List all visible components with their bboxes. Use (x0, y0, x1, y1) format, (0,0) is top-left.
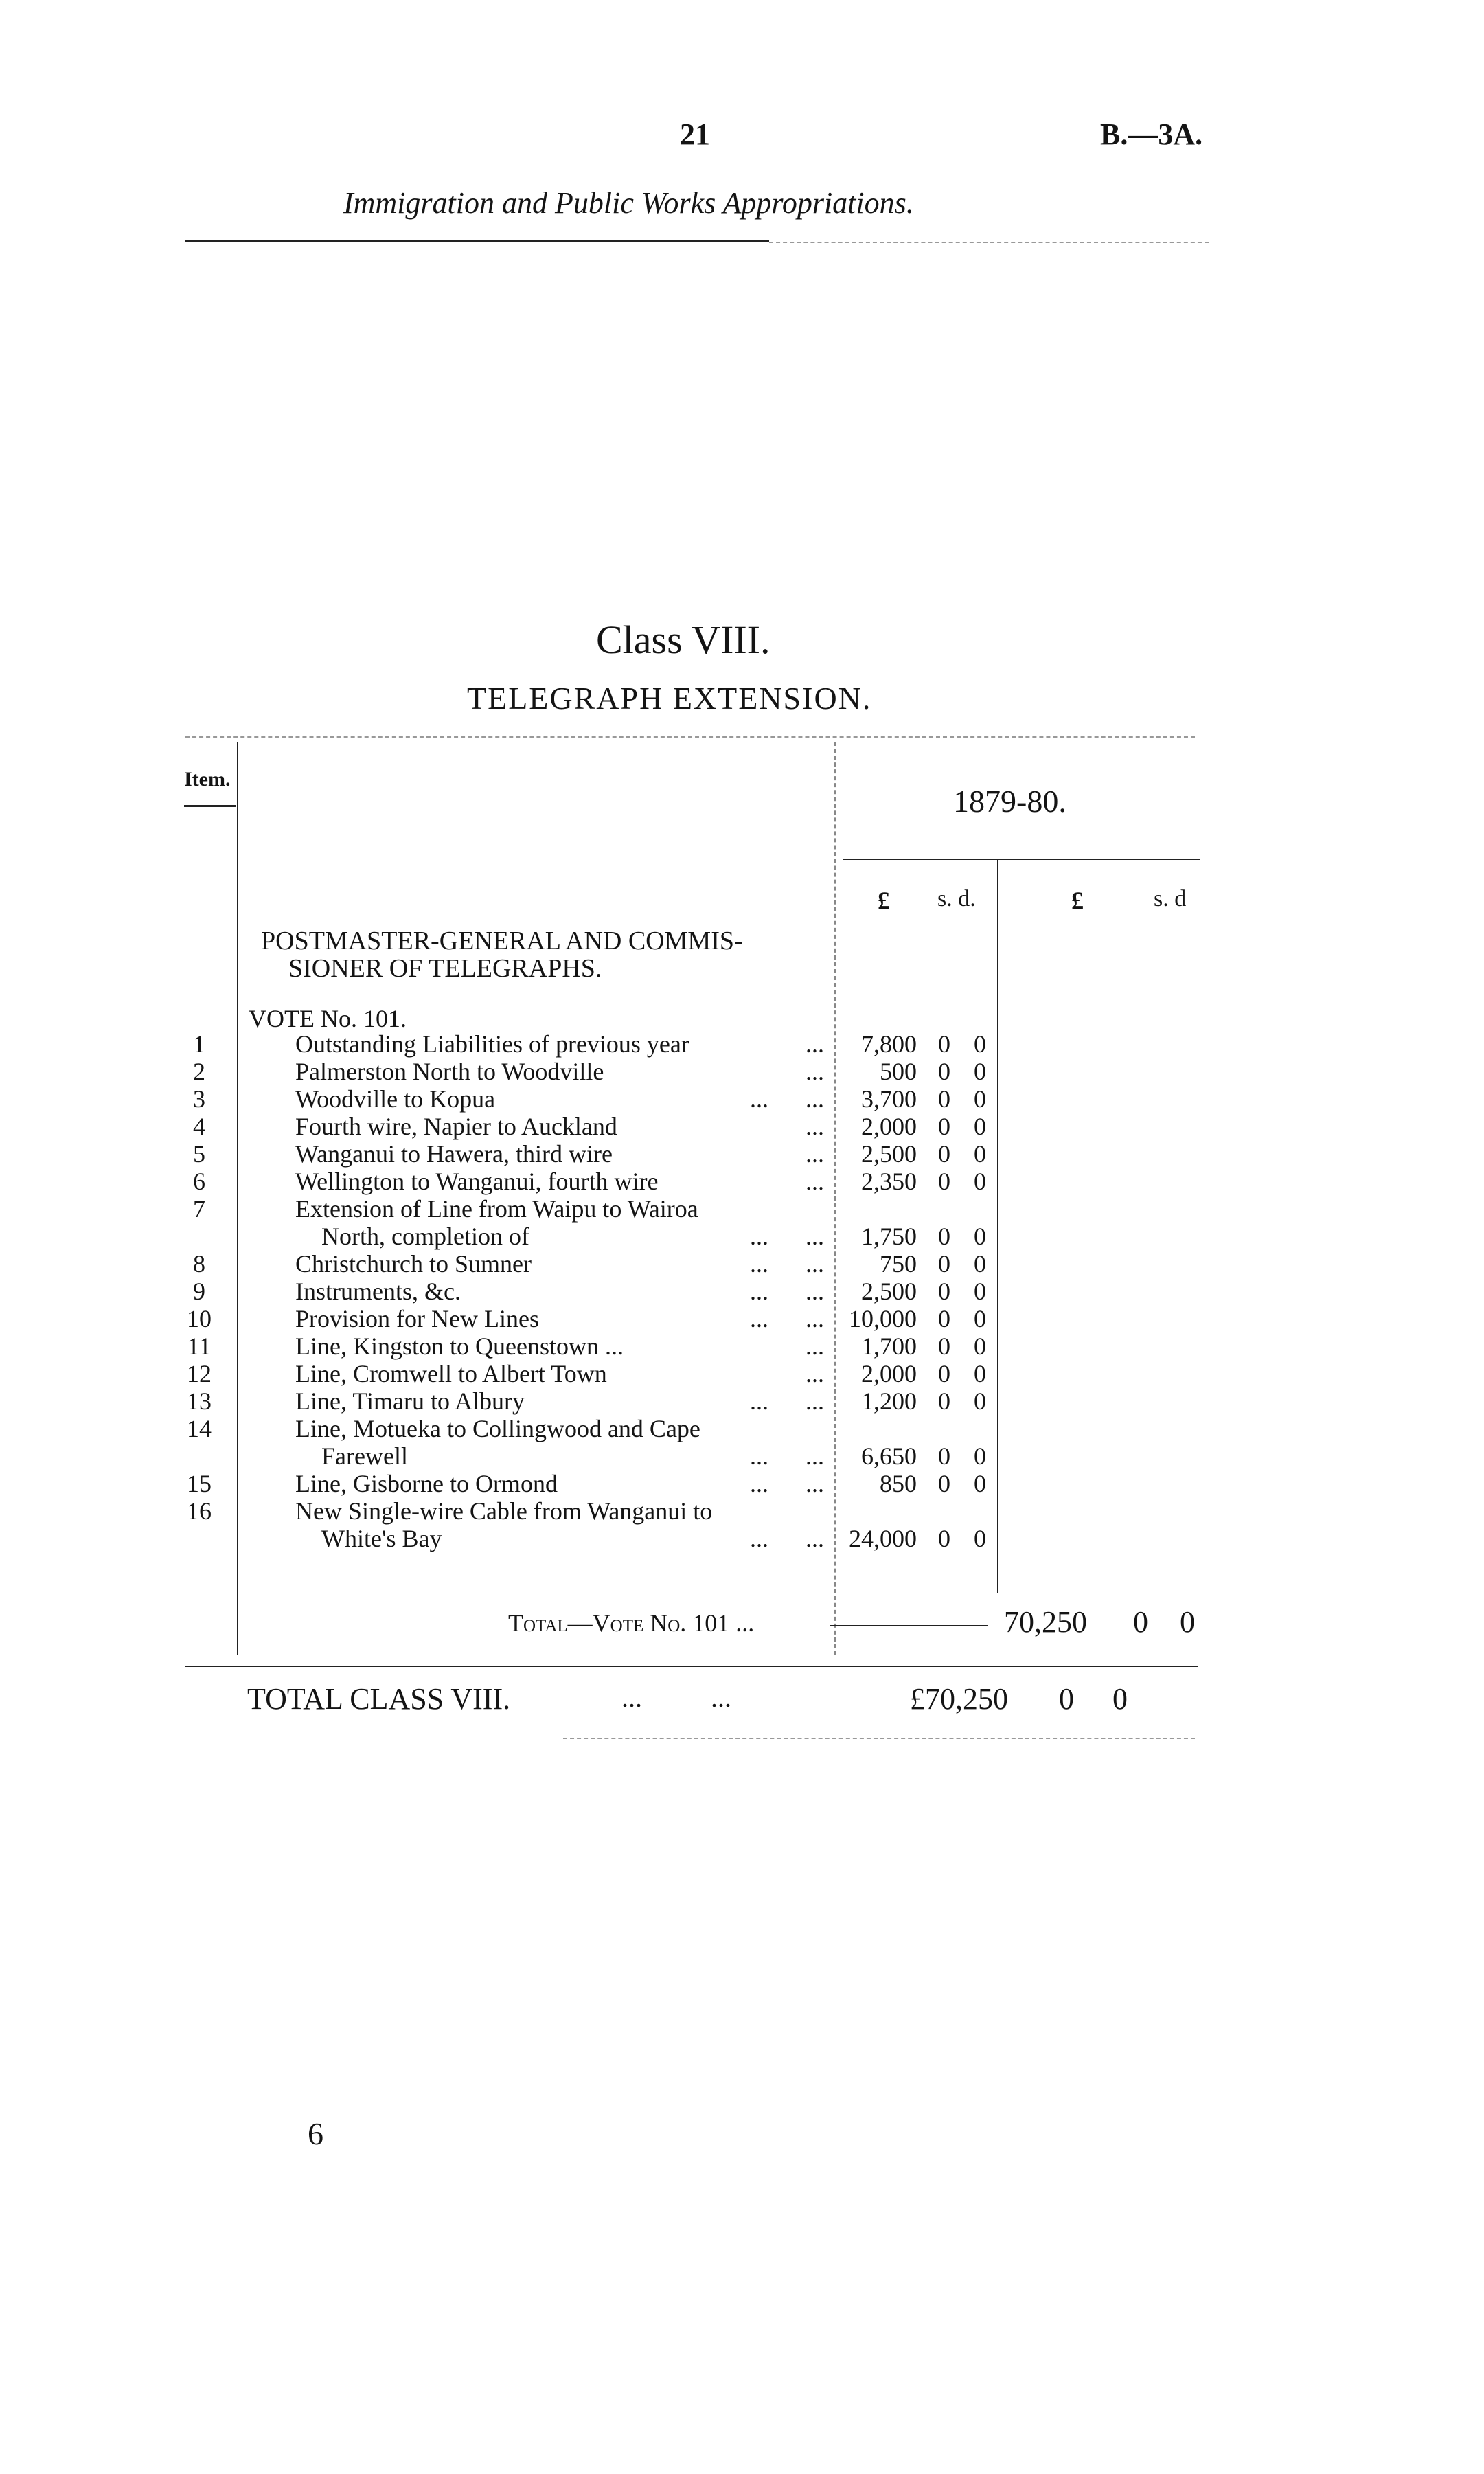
paper-code: B.—3A. (1100, 117, 1203, 151)
signature-mark: 6 (308, 2116, 323, 2151)
amount-shillings: 0 (938, 1332, 950, 1360)
table-row (0, 1387, 1484, 1415)
item-number: 1 (193, 1030, 205, 1058)
vote-label: VOTE No. 101. (249, 1005, 407, 1032)
leader-dots: ... ... (750, 1525, 824, 1552)
item-number: 10 (187, 1305, 212, 1332)
item-number: 9 (193, 1278, 205, 1305)
amount-pounds: 10,000 (849, 1305, 917, 1332)
amount-pence: 0 (974, 1030, 986, 1058)
amount-pence: 0 (974, 1085, 986, 1113)
leader-dots: ... ... (750, 1278, 824, 1305)
amount-shillings: 0 (938, 1305, 950, 1332)
amount-pence: 0 (974, 1442, 986, 1470)
item-column-header: Item. (184, 768, 231, 791)
amount-shillings: 0 (938, 1058, 950, 1085)
table-row (0, 1195, 1484, 1223)
amount-pounds: 500 (880, 1058, 917, 1085)
item-description: Line, Kingston to Queenstown ... (295, 1332, 624, 1360)
item-description: White's Bay (321, 1525, 442, 1552)
leader-dots: ... (806, 1332, 824, 1360)
item-description: Fourth wire, Napier to Auckland (295, 1113, 617, 1140)
amount-shillings: 0 (938, 1442, 950, 1470)
item-description: Line, Gisborne to Ormond (295, 1470, 558, 1497)
class-title: Class VIII. (596, 617, 770, 662)
class-total-bottom-rule (563, 1738, 1195, 1739)
class-total-dots: ... ... (621, 1682, 731, 1713)
leader-dots: ... ... (750, 1223, 824, 1250)
year-sub-rule (843, 859, 1200, 860)
vote-total-label: Total—Vote No. 101 ... (508, 1609, 755, 1637)
header-rule (185, 240, 769, 242)
amount-shillings: 0 (938, 1085, 950, 1113)
vote-total-shillings: 0 (1133, 1605, 1148, 1639)
table-row (0, 1030, 1484, 1058)
table-row (0, 1250, 1484, 1278)
amount-pence: 0 (974, 1058, 986, 1085)
leader-dots: ... (806, 1140, 824, 1168)
amount-pence: 0 (974, 1332, 986, 1360)
table-row (0, 1525, 1484, 1552)
item-description: Woodville to Kopua (295, 1085, 496, 1113)
table-row (0, 1360, 1484, 1387)
table-row (0, 1415, 1484, 1442)
amount-pence: 0 (974, 1305, 986, 1332)
department-heading-1: POSTMASTER-GENERAL AND COMMIS- (261, 927, 743, 955)
item-description: North, completion of (321, 1223, 529, 1250)
item-description: Wanganui to Hawera, third wire (295, 1140, 613, 1168)
amount-shillings: 0 (938, 1360, 950, 1387)
amount-pounds: 2,500 (861, 1278, 917, 1305)
amount-shillings: 0 (938, 1525, 950, 1552)
table-row (0, 1085, 1484, 1113)
amount-pounds: 2,500 (861, 1140, 917, 1168)
amount-shillings: 0 (938, 1250, 950, 1278)
item-description: Farewell (321, 1442, 408, 1470)
item-description: Extension of Line from Waipu to Wairoa (295, 1195, 698, 1223)
table-row (0, 1332, 1484, 1360)
amount-shillings: 0 (938, 1470, 950, 1497)
amount-shillings: 0 (938, 1030, 950, 1058)
item-description: Christchurch to Sumner (295, 1250, 532, 1278)
amount-pence: 0 (974, 1223, 986, 1250)
item-number: 7 (193, 1195, 205, 1223)
item-number: 8 (193, 1250, 205, 1278)
class-total-amount: £70,250 (910, 1682, 1008, 1716)
table-row (0, 1113, 1484, 1140)
amount-pence: 0 (974, 1140, 986, 1168)
amount-pounds: 24,000 (849, 1525, 917, 1552)
vote-total-pounds: 70,250 (1004, 1605, 1087, 1639)
item-number: 6 (193, 1168, 205, 1195)
item-description: Provision for New Lines (295, 1305, 539, 1332)
amount-pounds: 3,700 (861, 1085, 917, 1113)
leader-dots: ... (806, 1360, 824, 1387)
amount-pounds: 750 (880, 1250, 917, 1278)
table-row (0, 1140, 1484, 1168)
vote-total-pence: 0 (1180, 1605, 1195, 1639)
item-number: 16 (187, 1497, 212, 1525)
item-header-rule (184, 805, 236, 807)
class-total-pence: 0 (1112, 1682, 1128, 1716)
sd-header-2: s. d (1154, 886, 1187, 911)
item-description: Line, Motueka to Collingwood and Cape (295, 1415, 700, 1442)
table-row (0, 1305, 1484, 1332)
running-title: Immigration and Public Works Appropriations. (343, 186, 914, 220)
leader-dots: ... ... (750, 1085, 824, 1113)
item-description: Wellington to Wanganui, fourth wire (295, 1168, 659, 1195)
amount-pence: 0 (974, 1470, 986, 1497)
amount-shillings: 0 (938, 1168, 950, 1195)
amount-pounds: 2,350 (861, 1168, 917, 1195)
class-total-top-rule (185, 1666, 1198, 1667)
item-description: Line, Cromwell to Albert Town (295, 1360, 607, 1387)
item-number: 4 (193, 1113, 205, 1140)
pounds-header-1: £ (878, 887, 890, 914)
table-row (0, 1168, 1484, 1195)
item-number: 5 (193, 1140, 205, 1168)
amount-shillings: 0 (938, 1387, 950, 1415)
amount-pounds: 6,650 (861, 1442, 917, 1470)
leader-dots: ... ... (750, 1387, 824, 1415)
sd-header-1: s. d. (937, 886, 976, 911)
class-total-label: TOTAL CLASS VIII. (247, 1682, 511, 1716)
item-number: 13 (187, 1387, 212, 1415)
table-row (0, 1058, 1484, 1085)
item-description: Instruments, &c. (295, 1278, 461, 1305)
table-row (0, 1470, 1484, 1497)
amount-pence: 0 (974, 1387, 986, 1415)
item-description: Palmerston North to Woodville (295, 1058, 604, 1085)
amount-pounds: 850 (880, 1470, 917, 1497)
table-top-rule (185, 736, 1195, 738)
amount-shillings: 0 (938, 1223, 950, 1250)
vote-total-rule (830, 1625, 988, 1626)
amount-pounds: 7,800 (861, 1030, 917, 1058)
leader-dots: ... ... (750, 1442, 824, 1470)
amount-pence: 0 (974, 1250, 986, 1278)
amount-pence: 0 (974, 1360, 986, 1387)
item-description: Outstanding Liabilities of previous year (295, 1030, 689, 1058)
amount-pounds: 1,750 (861, 1223, 917, 1250)
amount-pence: 0 (974, 1113, 986, 1140)
item-description: New Single-wire Cable from Wanganui to (295, 1497, 713, 1525)
table-row (0, 1442, 1484, 1470)
item-number: 3 (193, 1085, 205, 1113)
table-row (0, 1223, 1484, 1250)
leader-dots: ... (806, 1058, 824, 1085)
pounds-header-2: £ (1071, 887, 1084, 914)
amount-shillings: 0 (938, 1140, 950, 1168)
amount-pounds: 1,700 (861, 1332, 917, 1360)
leader-dots: ... ... (750, 1250, 824, 1278)
leader-dots: ... ... (750, 1470, 824, 1497)
year-column-header: 1879-80. (953, 784, 1066, 819)
leader-dots: ... (806, 1030, 824, 1058)
class-total-shillings: 0 (1059, 1682, 1074, 1716)
item-number: 15 (187, 1470, 212, 1497)
header-rule-faded (769, 242, 1209, 243)
department-heading-2: SIONER OF TELEGRAPHS. (288, 954, 602, 983)
amount-pounds: 2,000 (861, 1113, 917, 1140)
page-number: 21 (680, 117, 710, 151)
amount-pounds: 1,200 (861, 1387, 917, 1415)
item-number: 11 (187, 1332, 212, 1360)
section-title: TELEGRAPH EXTENSION. (467, 681, 872, 716)
amount-pence: 0 (974, 1168, 986, 1195)
amount-shillings: 0 (938, 1278, 950, 1305)
amount-pounds: 2,000 (861, 1360, 917, 1387)
amount-pence: 0 (974, 1278, 986, 1305)
table-row (0, 1497, 1484, 1525)
item-number: 2 (193, 1058, 205, 1085)
item-number: 14 (187, 1415, 212, 1442)
amount-pence: 0 (974, 1525, 986, 1552)
item-description: Line, Timaru to Albury (295, 1387, 525, 1415)
item-number: 12 (187, 1360, 212, 1387)
table-row (0, 1278, 1484, 1305)
leader-dots: ... ... (750, 1305, 824, 1332)
amount-shillings: 0 (938, 1113, 950, 1140)
leader-dots: ... (806, 1113, 824, 1140)
leader-dots: ... (806, 1168, 824, 1195)
